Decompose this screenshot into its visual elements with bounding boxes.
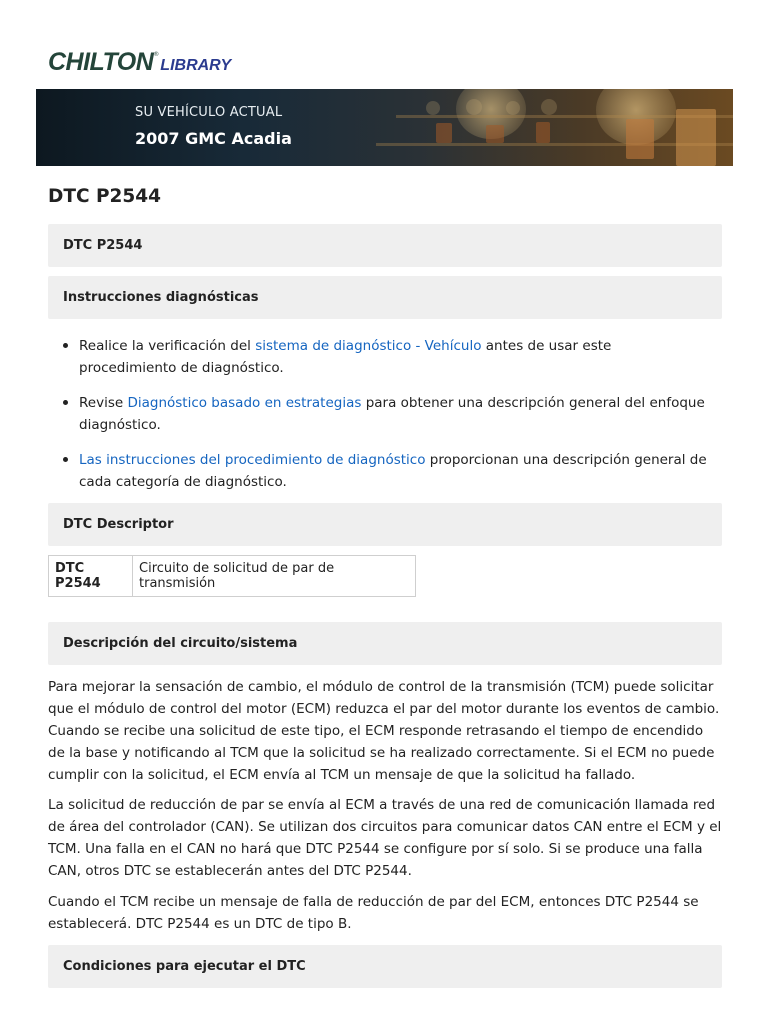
list-item-text: para obtener una descripción general del enfoque diagnóstico. (79, 395, 705, 433)
link-diagnostic-procedure-instructions[interactable]: Las instrucciones del procedimiento de diagnóstico (79, 452, 426, 468)
section-header-conditions-for-running: Condiciones para ejecutar el DTC (48, 945, 722, 988)
banner-jar-decoration (466, 99, 482, 115)
list-item-text: Realice la verificación del (79, 338, 256, 354)
banner-sign-decoration (676, 109, 716, 166)
list-item (48, 335, 708, 379)
circuit-description-paragraph: Para mejorar la sensación de cambio, el módulo de control de la transmisión (TCM) puede solicitar que el módulo de control del motor (ECM) reduzca el par del motor durante los eventos de cambio. Cuando se recibe una solicitud de este tipo, el ECM responde retrasando el tiempo de encendido de la base y notificando al TCM que la solicitud se ha realizado correctamente. Si el ECM no puede cumplir con la solicitud, el ECM envía al TCM un mensaje de que la solicitud ha fallado. (48, 679, 720, 783)
list-item-text: antes de usar este procedimiento de diagnóstico. (79, 338, 612, 376)
vehicle-title: 2007 GMC Acadia (135, 129, 292, 148)
dtc-description-cell: Circuito de solicitud de par de transmisión (133, 556, 416, 597)
banner-jar-decoration (426, 101, 440, 115)
banner-jar-decoration (541, 99, 557, 115)
banner-can-decoration (536, 122, 550, 143)
table-row (49, 556, 416, 597)
banner-can-decoration (486, 125, 504, 143)
logo-library-text: LIBRARY (160, 57, 232, 74)
link-diagnostic-system-check[interactable]: sistema de diagnóstico - Vehículo (255, 338, 482, 354)
current-vehicle-banner (36, 89, 733, 166)
list-item-text: proporcionan una descripción general de cada categoría de diagnóstico. (79, 452, 707, 490)
logo-chilton-text: CHILTON (48, 48, 154, 76)
banner-kicker: SU VEHÍCULO ACTUAL (135, 105, 283, 120)
list-item-text: Revise (79, 395, 128, 411)
banner-can-decoration (436, 123, 452, 143)
link-strategy-based-diagnosis[interactable]: Diagnóstico basado en estrategias (127, 395, 362, 411)
diagnostic-instructions-list (48, 335, 708, 506)
dtc-code-cell: DTC P2544 (49, 556, 133, 597)
chilton-library-logo[interactable] (48, 48, 231, 78)
section-header-dtc: DTC P2544 (48, 224, 722, 267)
logo-registered-mark: ® (153, 51, 160, 58)
section-header-diagnostic-instructions: Instrucciones diagnósticas (48, 276, 722, 319)
banner-can-decoration (626, 119, 654, 159)
section-header-circuit-description: Descripción del circuito/sistema (48, 622, 722, 665)
page-title: DTC P2544 (48, 186, 162, 207)
list-item (48, 449, 708, 493)
section-header-dtc-descriptor: DTC Descriptor (48, 503, 722, 546)
list-item (48, 392, 708, 436)
circuit-description-paragraph: La solicitud de reducción de par se envía al ECM a través de una red de comunicación llamada red de área del controlador (CAN). Se utilizan dos circuitos para comunicar datos CAN entre el ECM y el TCM. Una falla en el CAN no hará que DTC P2544 se configure por sí solo. Si se produce una falla CAN, otros DTC se establecerán antes del DTC P2544. (48, 797, 722, 879)
circuit-description-paragraph: Cuando el TCM recibe un mensaje de falla de reducción de par del ECM, entonces DTC P2544 se establecerá. DTC P2544 es un DTC de tipo B. (48, 894, 699, 932)
dtc-descriptor-table (48, 555, 416, 597)
banner-jar-decoration (506, 101, 520, 115)
